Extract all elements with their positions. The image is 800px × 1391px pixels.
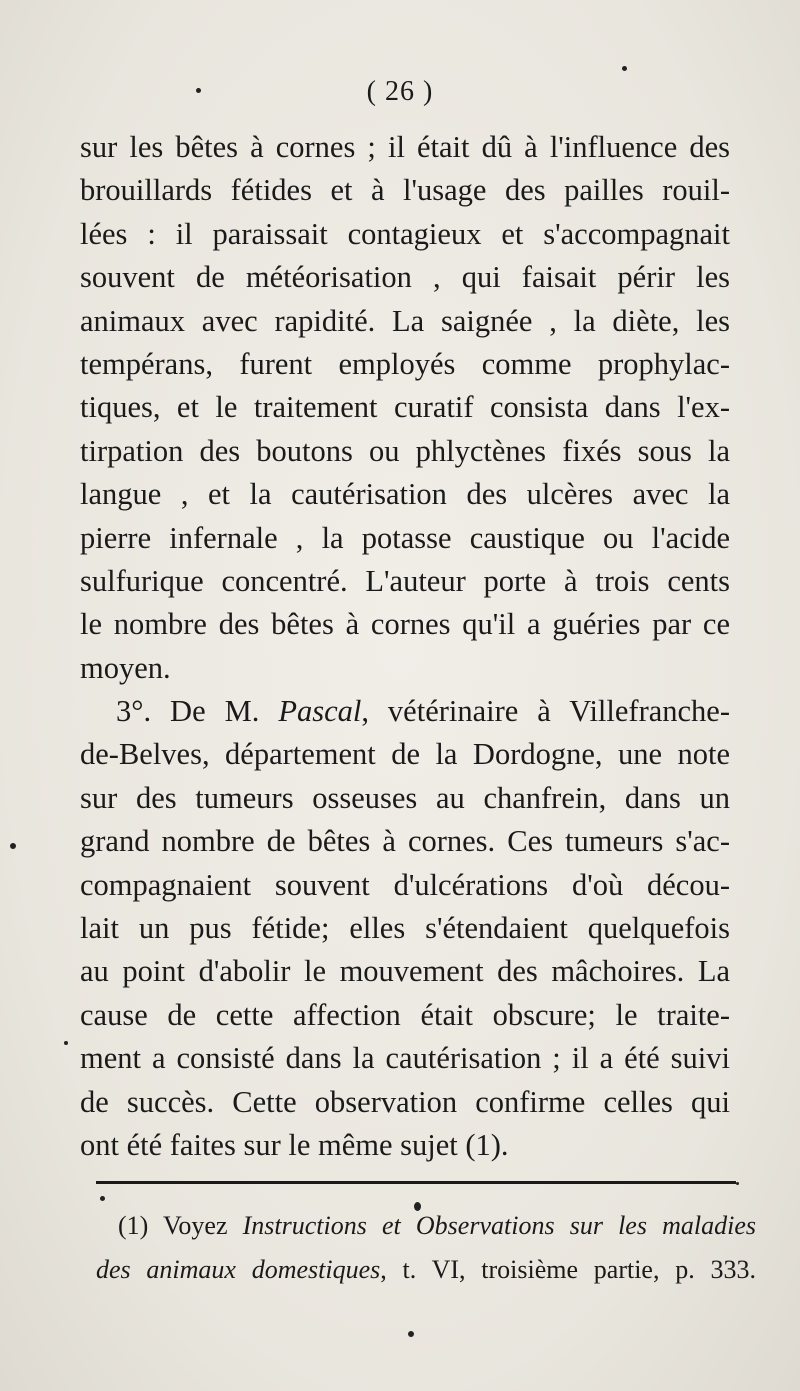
footnote: [96, 1204, 756, 1292]
text-line: langue , et la cautérisation des ulcères avec la: [80, 477, 730, 512]
text-line: au point d'abolir le mouvement des mâchoires. La: [80, 954, 730, 989]
paragraph-number: 3°. De M.: [116, 694, 279, 729]
text-line: tiques, et le traitement curatif consista dans l'ex-: [80, 390, 730, 425]
scan-speck: [414, 1202, 421, 1211]
text-line: grand nombre de bêtes à cornes. Ces tumeurs s'ac-: [80, 824, 730, 859]
text-line: lait un pus fétide; elles s'étendaient quelquefois: [80, 911, 730, 946]
text-line: brouillards fétides et à l'usage des pailles rouil-: [80, 173, 730, 208]
text-line: ont été faites sur le même sujet (1).: [80, 1127, 509, 1162]
scan-speck: [64, 1041, 68, 1045]
text-line: sulfurique concentré. L'auteur porte à trois cents: [80, 563, 730, 598]
footnote-title: des animaux domestiques: [96, 1255, 381, 1284]
text-line: ment a consisté dans la cautérisation ; il a été suivi: [80, 1041, 730, 1076]
footnote-marker: (1) Voyez: [118, 1211, 243, 1240]
text-line: animaux avec rapidité. La saignée , la diète, les: [80, 303, 730, 338]
text-line: pierre infernale , la potasse caustique ou l'acide: [80, 520, 730, 555]
scan-speck: [10, 843, 16, 849]
text-line: de succès. Cette observation confirme celles qui: [80, 1084, 730, 1119]
footnote-reference: , t. VI, troisième partie, p. 333.: [380, 1255, 756, 1284]
page-number: ( 26 ): [366, 76, 434, 107]
text-line: sur des tumeurs osseuses au chanfrein, dans un: [80, 780, 730, 815]
text-line: de-Belves, département de la Dordogne, une note: [80, 737, 730, 772]
text-line: sur les bêtes à cornes ; il était dû à l'influence des: [80, 130, 730, 164]
text-line: souvent de météorisation , qui faisait périr les: [80, 260, 730, 295]
scan-speck: [736, 1182, 739, 1185]
text-line: compagnaient souvent d'ulcérations d'où décou-: [80, 867, 730, 902]
footnote-line: [96, 1248, 756, 1292]
scan-speck: [622, 66, 627, 71]
paragraph-start-line: [80, 690, 730, 733]
text-line: moyen.: [80, 650, 171, 685]
footnote-line: [96, 1204, 756, 1248]
text-fragment: , vétérinaire à Villefranche-: [361, 694, 730, 729]
scan-speck: [408, 1331, 414, 1337]
text-line: le nombre des bêtes à cornes qu'il a guéries par ce: [80, 607, 730, 642]
text-line: cause de cette affection était obscure; le traite-: [80, 997, 730, 1032]
text-line: tempérans, furent employés comme prophylac-: [80, 346, 730, 381]
scan-speck: [196, 88, 201, 93]
footnote-rule: [96, 1181, 736, 1184]
main-text-block: [80, 126, 730, 1167]
scan-speck: [100, 1196, 105, 1201]
person-name: Pascal: [278, 694, 362, 729]
footnote-title: Instructions et Observations sur les maladies: [242, 1211, 756, 1240]
text-line: tirpation des boutons ou phlyctènes fixés sous la: [80, 433, 730, 468]
text-line: lées : il paraissait contagieux et s'accompagnait: [80, 216, 730, 251]
